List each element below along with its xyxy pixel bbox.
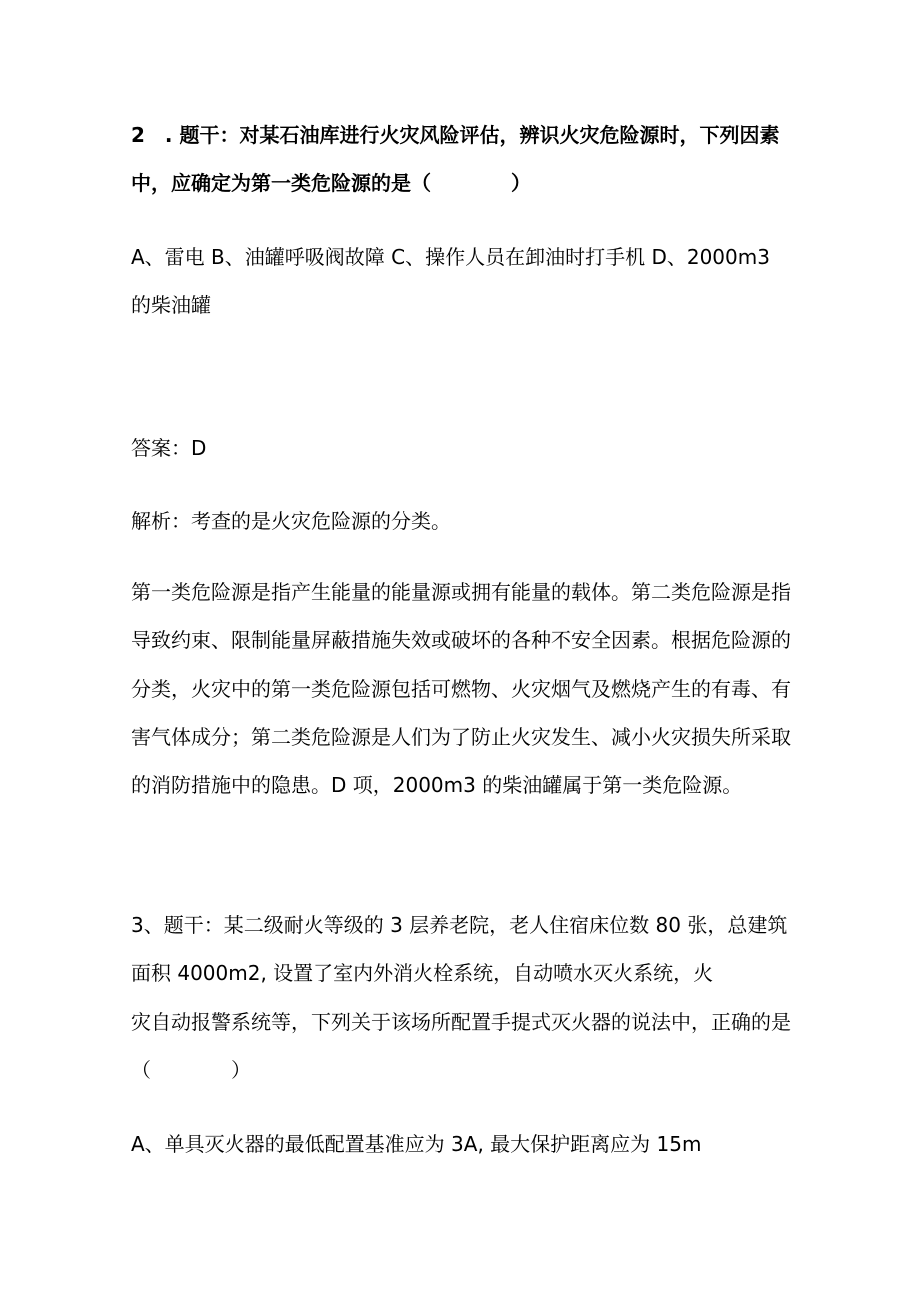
q2-options-line-2: 的柴油罐 bbox=[131, 293, 211, 317]
q2-analysis-title: 解析：考查的是火灾危险源的分类。 bbox=[131, 509, 451, 533]
q3-stem-line-4: （ ） bbox=[131, 1058, 251, 1082]
q3-stem-line-2: 面积 4000m2, 设置了室内外消火栓系统，自动喷水灭火系统，火 bbox=[131, 961, 714, 985]
q2-analysis-line-5: 的消防措施中的隐患。D 项，2000m3 的柴油罐属于第一类危险源。 bbox=[131, 773, 743, 797]
q3-stem-line-1: 3、题干：某二级耐火等级的 3 层养老院，老人住宿床位数 80 张，总建筑 bbox=[131, 913, 788, 937]
q3-stem-line-3: 灾自动报警系统等，下列关于该场所配置手提式灭火器的说法中，正确的是 bbox=[131, 1010, 791, 1034]
q2-analysis-line-1: 第一类危险源是指产生能量的能量源或拥有能量的载体。第二类危险源是指 bbox=[131, 580, 791, 604]
q2-analysis-line-4: 害气体成分；第二类危险源是人们为了防止火灾发生、减小火灾损失所采取 bbox=[131, 725, 791, 749]
q2-analysis-line-3: 分类，火灾中的第一类危险源包括可燃物、火灾烟气及燃烧产生的有毒、有 bbox=[131, 677, 791, 701]
q3-option-a: A、单具灭火器的最低配置基准应为 3A, 最大保护距离应为 15m bbox=[131, 1132, 702, 1156]
q2-stem-line-1: 2 . 题干：对某石油库进行火灾风险评估，辨识火灾危险源时，下列因素 bbox=[131, 123, 780, 147]
q2-analysis-line-2: 导致约束、限制能量屏蔽措施失效或破坏的各种不安全因素。根据危险源的 bbox=[131, 628, 791, 652]
q2-options-line-1: A、雷电 B、油罐呼吸阀故障 C、操作人员在卸油时打手机 D、2000m3 bbox=[131, 245, 770, 269]
q2-answer: 答案：D bbox=[131, 436, 207, 460]
q2-stem-line-2: 中，应确定为第一类危险源的是（ ） bbox=[131, 171, 531, 195]
